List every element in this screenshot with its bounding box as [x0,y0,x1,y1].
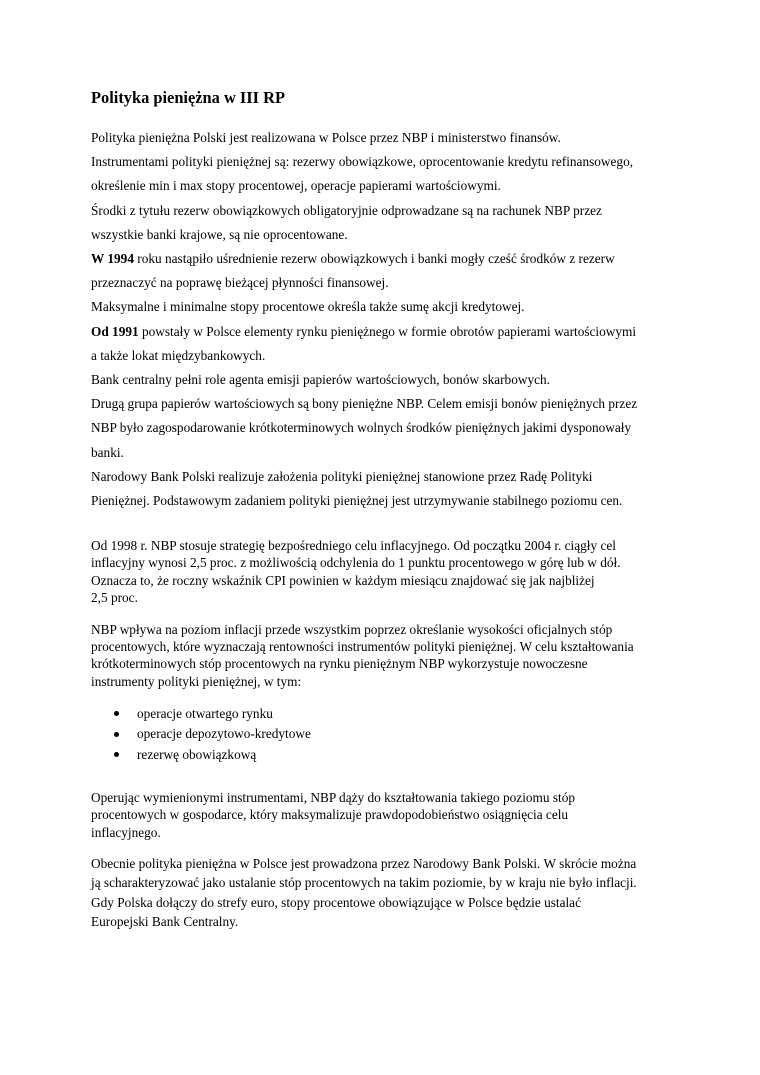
text-line: Bank centralny pełni role agenta emisji papierów wartościowych, bonów skarbowych. [91,372,550,388]
text-line: Pieniężnej. Podstawowym zadaniem polityki pieniężnej jest utrzymywanie stabilnego poziomu cen. [91,493,623,509]
text-line: Narodowy Bank Polski realizuje założenia polityki pieniężnej stanowione przez Radę Polityki [91,468,593,484]
text-line: inflacyjny wynosi 2,5 proc. z możliwością odchylenia do 1 punktu procentowego w górę lub w dół. [91,555,621,571]
text-line: 2,5 proc. [91,589,138,605]
inflation-target-paragraph [91,537,673,606]
text-line: Drugą grupa papierów wartościowych są bony pieniężne NBP. Celem emisji bonów pieniężnych przez [91,396,638,412]
text-line [91,320,673,344]
text-line: NBP wpływa na poziom inflacji przede wszystkim poprzez określanie wysokości oficjalnych stóp [91,622,613,638]
list-item [137,724,673,744]
document-page [91,88,673,932]
document-title: Polityka pieniężna w III RP [91,88,285,107]
bullet-icon [114,752,119,757]
year-1994: W 1994 [91,251,134,267]
text-line: Operując wymienionymi instrumentami, NBP dąży do kształtowania takiego poziomu stóp [91,790,576,806]
list-item-text: operacje depozytowo-kredytowe [137,726,311,742]
text-line [91,247,673,271]
text-line: Oznacza to, że roczny wskaźnik CPI powinien w każdym miesiącu znajdować się jak najbliżej [91,572,595,588]
text-line: Maksymalne i minimalne stopy procentowe określa także sumę akcji kredytowej. [91,299,525,315]
text-line: przeznaczyć na poprawę bieżącej płynności finansowej. [91,275,389,291]
text-line: Polityka pieniężna Polski jest realizowana w Polsce przez NBP i ministerstwo finansów. [91,130,561,145]
list-item [137,745,673,765]
year-1991: Od 1991 [91,323,139,339]
text-line: określenie min i max stopy procentowej, operacje papierami wartościowymi. [91,178,501,194]
text-line: wszystkie banki krajowe, są nie oprocentowane. [91,226,348,242]
instruments-paragraph [91,621,673,690]
text-line: inflacyjnego. [91,824,161,840]
text-line: Od 1998 r. NBP stosuje strategię bezpośredniego celu inflacyjnego. Od początku 2004 r. ciągły cel [91,538,616,554]
list-item-text: rezerwę obowiązkową [137,746,257,762]
text-line: krótkoterminowych stóp procentowych na rynku pieniężnym NBP wykorzystuje nowoczesne [91,656,588,672]
instrument-list [91,704,673,765]
text-line: Środki z tytułu rezerw obowiązkowych obligatoryjnie odprowadzane są na rachunek NBP przez [91,202,602,218]
intro-block [91,126,673,513]
text-line: instrumenty polityki pieniężnej, w tym: [91,673,302,689]
text-span: roku nastąpiło uśrednienie rezerw obowiązkowych i banki mogły cześć środków z rezerw [133,251,615,267]
text-line: Gdy Polska dołączy do strefy euro, stopy procentowe obowiązujące w Polsce będzie ustalać [91,894,581,910]
list-item [137,704,673,724]
text-line: a także lokat międzybankowych. [91,347,266,363]
text-span: powstały w Polsce elementy rynku pieniężnego w formie obrotów papierami wartościowymi [138,323,637,339]
bullet-icon [114,732,119,737]
text-line: NBP było zagospodarowanie krótkoterminowych wolnych środków pieniężnych jakimi dysponowały [91,420,632,436]
operating-paragraph [91,789,673,841]
text-line: banki. [91,444,124,460]
list-item-text: operacje otwartego rynku [137,705,273,721]
text-line: Europejski Bank Centralny. [91,914,239,930]
current-policy-paragraph [91,854,673,932]
text-line: ją scharakteryzować jako ustalanie stóp procentowych na takim poziomie, by w kraju nie było inflacji. [91,875,637,891]
text-line: procentowych, które wyznaczają rentowności instrumentów polityki pieniężnej. W celu kształtowania [91,639,634,655]
bullet-icon [114,711,119,716]
text-line: Obecnie polityka pieniężna w Polsce jest prowadzona przez Narodowy Bank Polski. W skrócie można [91,855,637,871]
text-line: Instrumentami polityki pieniężnej są: rezerwy obowiązkowe, oprocentowanie kredytu refinansowego, [91,154,634,170]
text-line: procentowych w gospodarce, który maksymalizuje prawdopodobieństwo osiągnięcia celu [91,807,569,823]
